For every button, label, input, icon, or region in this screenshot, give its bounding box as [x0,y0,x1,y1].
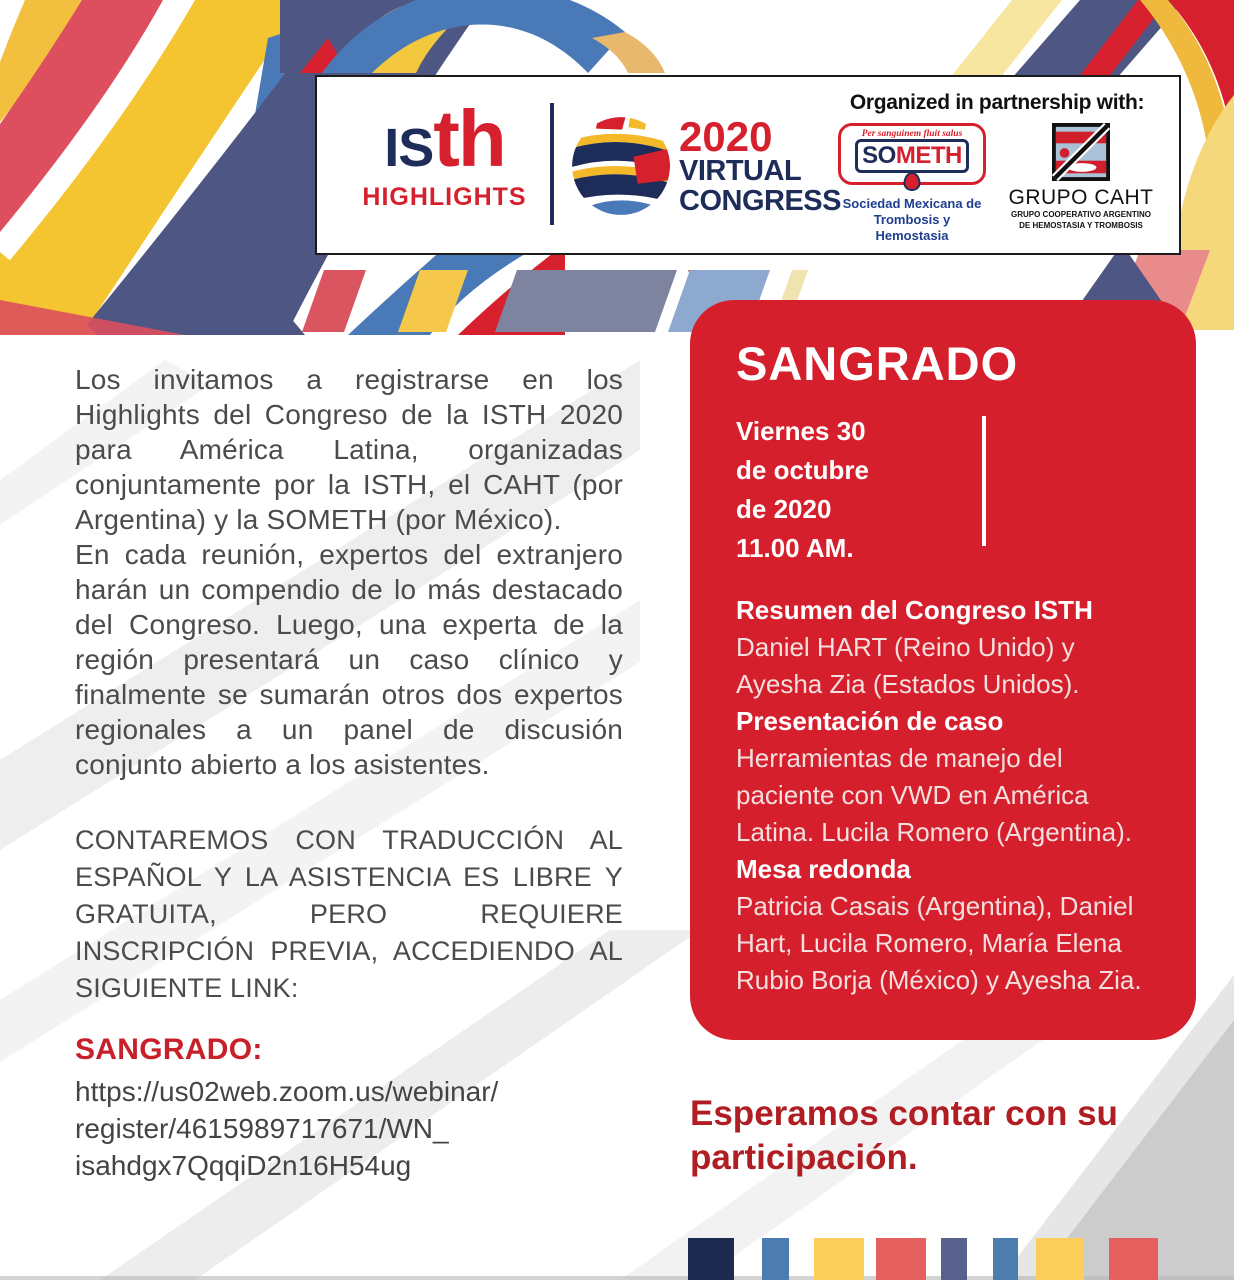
registration-link-label: SANGRADO: [75,1033,263,1066]
intro-column [75,362,623,1184]
isth-wordmark [357,94,532,183]
grupo-caht-logo [1006,123,1156,232]
someth-logo [838,123,986,244]
registration-url-link[interactable] [75,1073,623,1184]
partnership-section [837,91,1157,244]
header-logo-box [315,75,1181,255]
intro-paragraph-2: En cada reunión, expertos del extranjero harán un compendio de lo más destacado del Congreso. Luego, una experta de la región presentará un caso clínico y finalmente se sumarán otros dos expertos regionales a un panel de discusión conjunto abierto a los asistentes. [75,539,623,780]
event-datetime [736,412,869,568]
program-session2-body: Herramientas de manejo del paciente con VWD en América Latina. Lucila Romero (Argentina). [736,743,1132,847]
isth-wordmark-th: th [433,94,505,183]
virtual-congress-wordmark [679,113,841,217]
program-session2-heading: Presentación de caso [736,706,1004,736]
event-title: SANGRADO [736,337,1019,390]
caht-flag-icon [1052,123,1110,181]
event-date-line2: de octubre [736,455,869,485]
someth-wordmark-so: SO [862,142,896,169]
isth-highlights-label: HIGHLIGHTS [362,183,527,211]
congress-year: 2020 [679,113,773,160]
intro-paragraph-1: Los invitamos a registrarse en los Highlights del Congreso de la ISTH 2020 para América Latina, organizadas conjuntamente por la ISTH, el CAHT (por Argentina) y la SOMETH (por México). [75,364,623,535]
someth-subtitle-line2: Trombosis y Hemostasia [873,211,951,244]
someth-logo-box [838,123,986,185]
program-session3-heading: Mesa redonda [736,854,911,884]
someth-wordmark-meth: METH [895,142,962,169]
isth-highlights-logo [357,94,532,212]
event-date-line3: de 2020 [736,494,832,524]
event-date-line1: Viernes 30 [736,416,866,446]
caht-subtitle-line2: DE HEMOSTASIA Y TROMBOSIS [1019,220,1143,230]
someth-wordmark [855,139,969,173]
registration-url-line2[interactable]: register/4615989717671/WN_ [75,1113,449,1144]
event-card-sangrado [690,300,1196,1040]
registration-url-line3[interactable]: isahdgx7QqqiD2n16H54ug [75,1150,412,1181]
intro-paragraph-3: CONTAREMOS CON TRADUCCIÓN AL ESPAÑOL Y LA ASISTENCIA ES LIBRE Y GRATUITA, PERO REQUIERE INSCRIPCIÓN PREVIA, ACCEDIENDO AL SIGUIENTE LINK: [75,825,623,1003]
logo-divider-line [550,103,554,225]
congress-virtual-label: VIRTUAL [679,154,802,187]
someth-subtitle [838,196,986,245]
program-session3-body: Patricia Casais (Argentina), Daniel Hart, Lucila Romero, María Elena Rubio Borja (México) y Ayesha Zia. [736,891,1142,995]
caht-name: GRUPO CAHT [1008,186,1154,209]
event-program [736,592,1160,999]
congress-globe-icon [569,113,673,217]
partner-logos-row [837,123,1157,244]
closing-message: Esperamos contar con su participación. [690,1094,1118,1177]
event-card-divider [982,416,986,546]
caht-subtitle-line1: GRUPO COOPERATIVO ARGENTINO [1010,210,1151,219]
someth-subtitle-line1: Sociedad Mexicana de [842,195,982,211]
blood-drop-icon [904,172,921,191]
event-date-line4: 11.00 AM. [736,533,854,563]
congress-congress-label: CONGRESS [679,184,841,217]
program-session1-body: Daniel HART (Reino Unido) y Ayesha Zia (Estados Unidos). [736,632,1080,699]
isth-wordmark-is: IS [384,118,434,178]
partnership-label: Organized in partnership with: [849,91,1145,114]
registration-url-line1[interactable]: https://us02web.zoom.us/webinar/ [75,1076,499,1107]
program-session1-heading: Resumen del Congreso ISTH [736,595,1093,625]
top-center-ribbon-art [280,0,665,73]
caht-subtitle [1006,210,1156,232]
someth-motto: Per sanguinem fluit salus [861,129,963,139]
